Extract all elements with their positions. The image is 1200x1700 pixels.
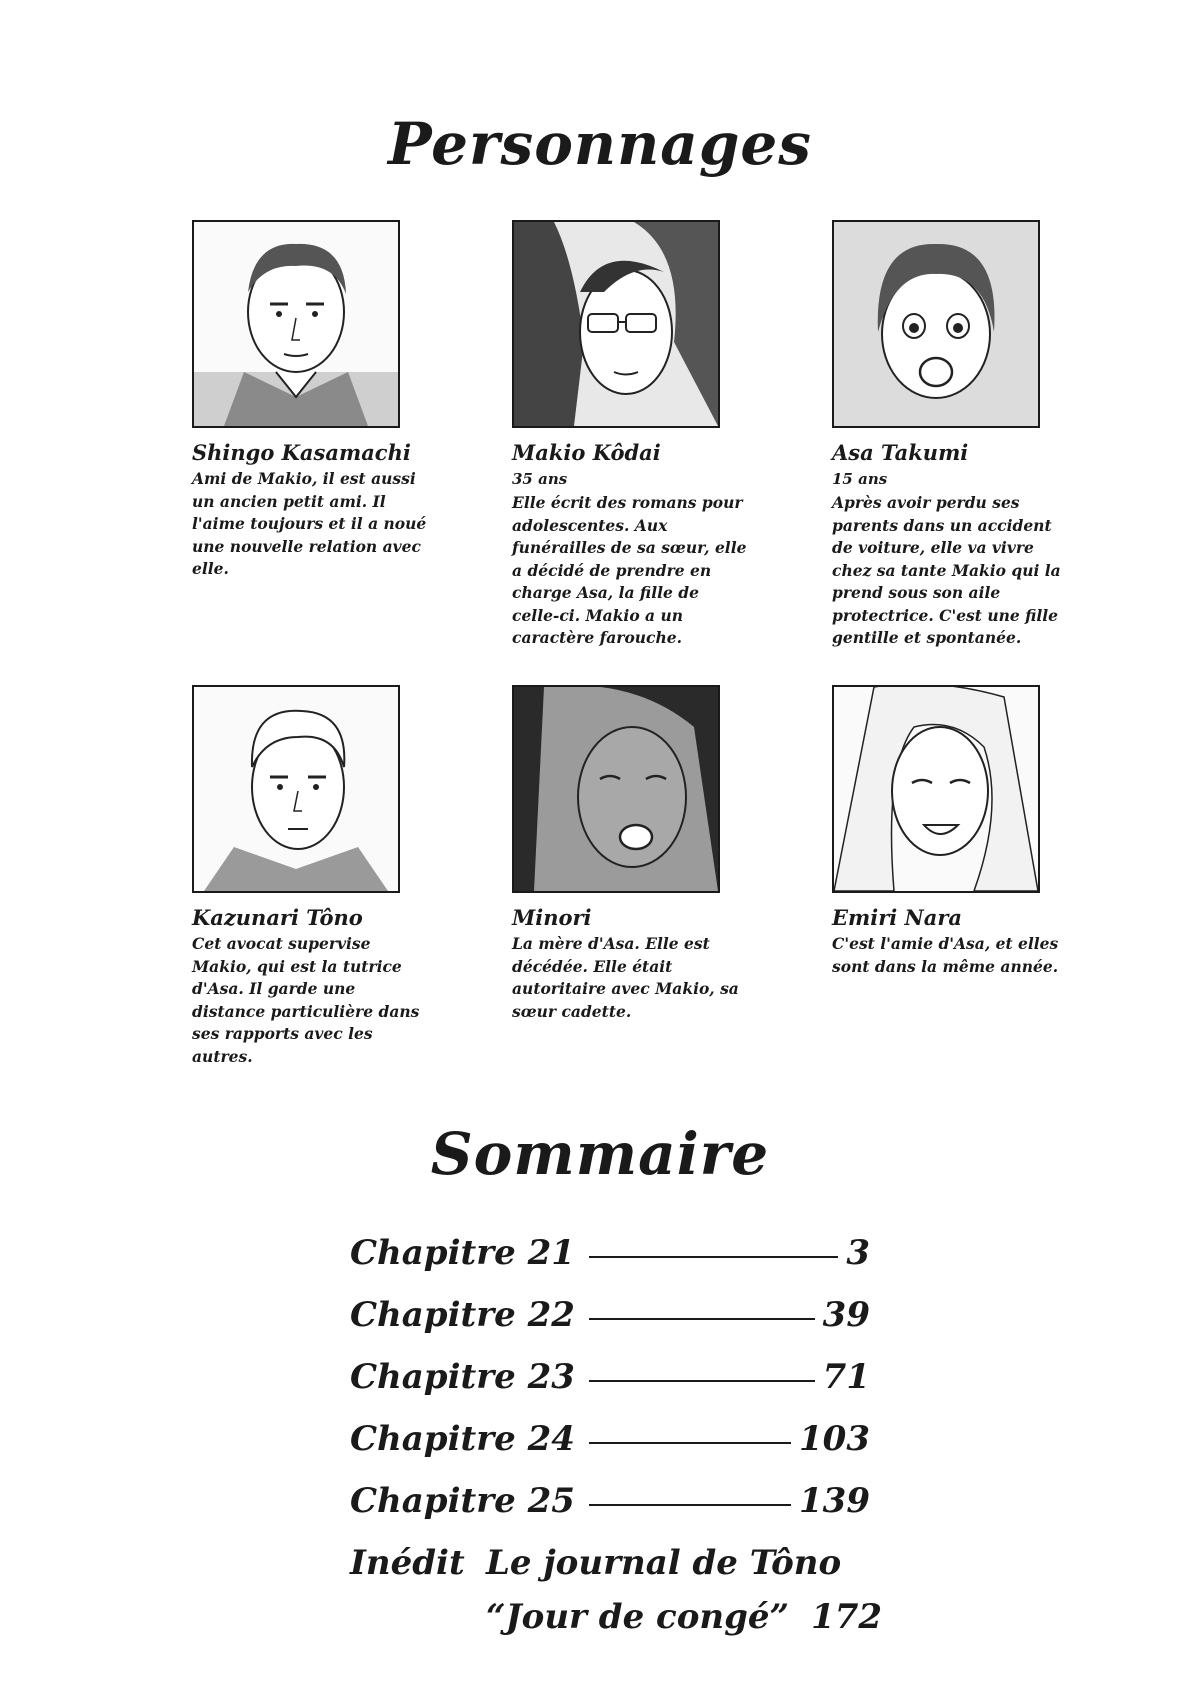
character-age: 15 ans <box>832 470 888 488</box>
toc-chapter-label: Chapitre 25 <box>350 1481 575 1521</box>
character-card <box>512 220 747 650</box>
toc-page-number: 103 <box>799 1419 870 1459</box>
character-description: C'est l'amie d'Asa, et elles sont dans la même année. <box>832 934 1059 976</box>
toc-entry[interactable] <box>350 1284 870 1346</box>
character-name: Kazunari Tôno <box>192 905 363 930</box>
toc-special-label: Inédit <box>350 1543 465 1583</box>
toc-leader-line <box>589 1380 815 1382</box>
toc-page-number: 39 <box>822 1295 870 1335</box>
character-name: Asa Takumi <box>832 440 969 465</box>
girl-portrait-icon <box>832 220 1040 428</box>
toc-entry[interactable] <box>350 1408 870 1470</box>
toc-special-subtitle: “Jour de congé” <box>486 1597 790 1637</box>
character-description: Elle écrit des romans pour adolescentes. Aux funérailles de sa sœur, elle a décidé de prendre en charge Asa, la fille de celle-ci. Makio a un caractère farouche. <box>512 493 747 647</box>
character-card <box>832 220 1062 650</box>
toc-chapter-label: Chapitre 21 <box>350 1233 575 1273</box>
characters-title: Personnages <box>388 110 812 178</box>
character-name: Minori <box>512 905 592 930</box>
toc-leader-line <box>589 1504 791 1506</box>
character-card <box>192 220 427 581</box>
toc-special-title: Le journal de Tôno <box>486 1543 842 1583</box>
character-name: Emiri Nara <box>832 905 963 930</box>
toc-leader-line <box>589 1318 815 1320</box>
toc-page-number: 172 <box>811 1597 883 1637</box>
toc-chapter-label: Chapitre 24 <box>350 1419 575 1459</box>
character-description: Après avoir perdu ses parents dans un accident de voiture, elle va vivre chez sa tante Makio qui la prend sous son aile protectrice. C'est une fille gentille et spontanée. <box>832 493 1061 647</box>
character-age: 35 ans <box>512 470 568 488</box>
character-card <box>512 685 742 1023</box>
toc-chapter-label: Chapitre 22 <box>350 1295 575 1335</box>
smiling-girl-portrait-icon <box>832 685 1040 893</box>
character-name: Makio Kôdai <box>512 440 661 465</box>
character-description: Cet avocat supervise Makio, qui est la tutrice d'Asa. Il garde une distance particulière dans ses rapports avec les autres. <box>192 934 420 1066</box>
toc-entry[interactable] <box>350 1346 870 1408</box>
toc-leader-line <box>589 1442 791 1444</box>
toc-page-number: 3 <box>846 1233 870 1273</box>
character-card <box>192 685 422 1068</box>
character-description: La mère d'Asa. Elle est décédée. Elle était autoritaire avec Makio, sa sœur cadette. <box>512 934 739 1021</box>
toc-special-entry[interactable] <box>350 1536 883 1644</box>
woman-portrait-icon <box>512 685 720 893</box>
toc-page-number: 139 <box>799 1481 870 1521</box>
man-portrait-icon <box>192 220 400 428</box>
toc-entry[interactable] <box>350 1470 870 1532</box>
character-description: Ami de Makio, il est aussi un ancien petit ami. Il l'aime toujours et il a noué une nouvelle relation avec elle. <box>192 469 427 578</box>
character-name: Shingo Kasamachi <box>192 440 411 465</box>
toc-page-number: 71 <box>822 1357 870 1397</box>
contents-title: Sommaire <box>430 1120 770 1188</box>
lawyer-portrait-icon <box>192 685 400 893</box>
table-of-contents <box>350 1222 883 1644</box>
character-card <box>832 685 1062 978</box>
toc-leader-line <box>589 1256 838 1258</box>
toc-chapter-label: Chapitre 23 <box>350 1357 575 1397</box>
woman-glasses-portrait-icon <box>512 220 720 428</box>
toc-entry[interactable] <box>350 1222 870 1284</box>
